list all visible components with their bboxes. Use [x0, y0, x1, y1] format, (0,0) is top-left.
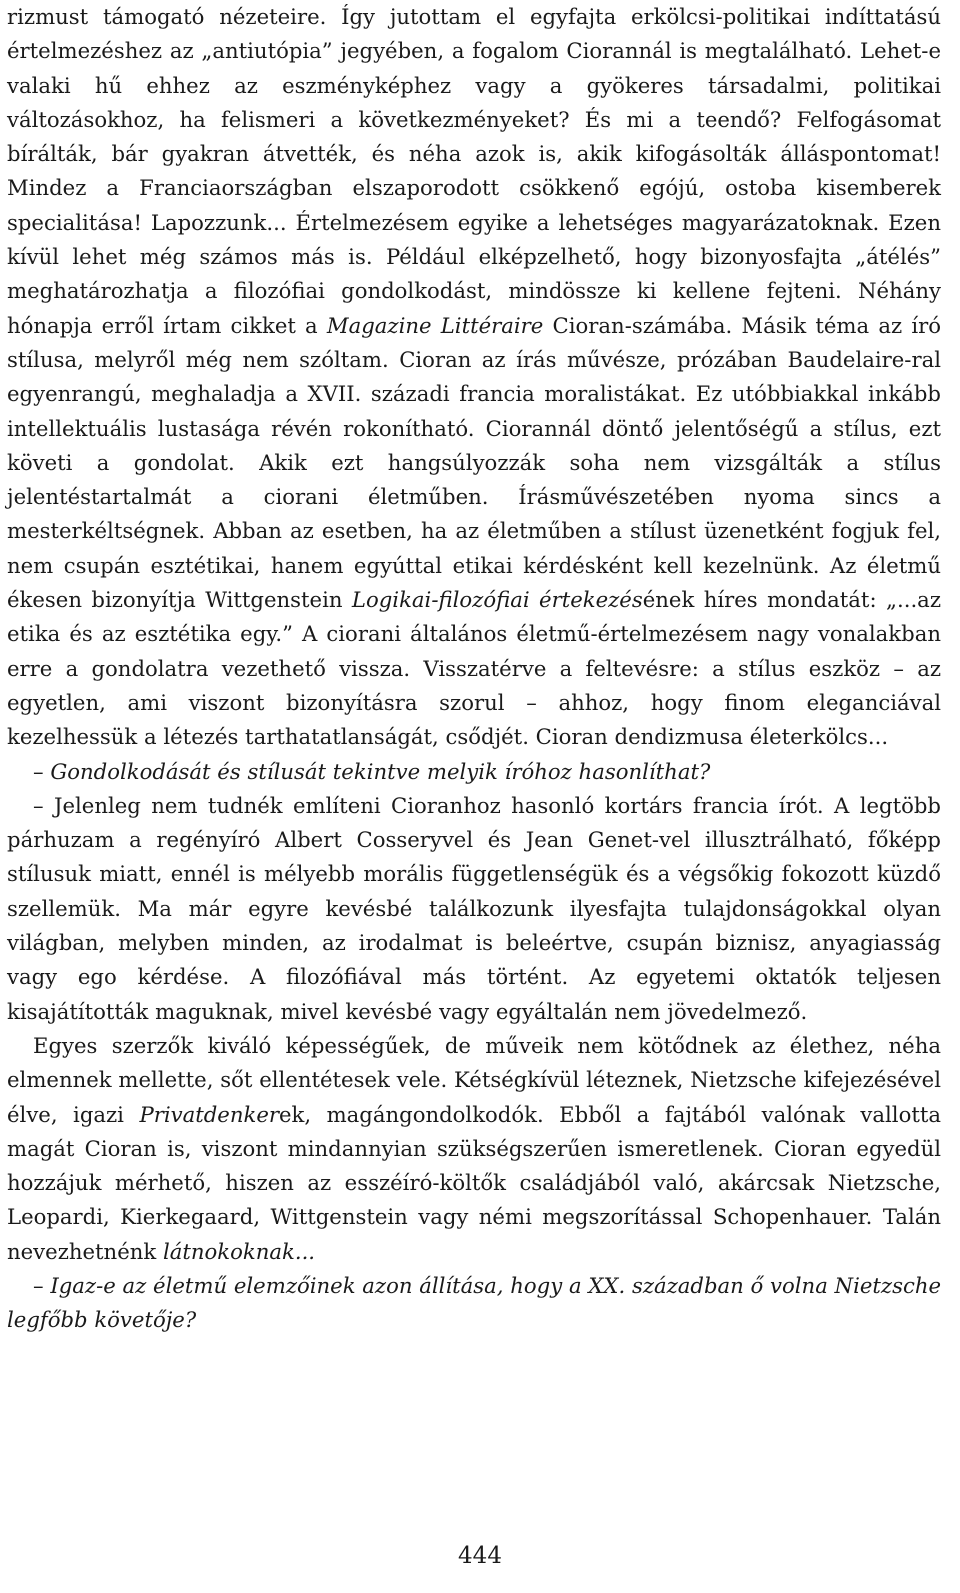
italic-term-latnokoknak: látnokoknak... [162, 1238, 316, 1264]
text-run: Cioran-számába. Másik téma az író stílusa, melyről még nem szóltam. Cioran az írás művésze, prózában Baudelaire-ral egyenrangú, meghaladja a XVII. századi francia moralistákat. Ez utóbbiakkal inkább intellektuális lustasága révén rokonítható. Ciorannál döntő jelentőségű a stílus, ezt követi a gondolat. Akik ezt hangsúlyozzák soha nem vizsgálták a stílus jelentéstartalmát a ciorani életműben. Írásművészetében nyoma sincs a mesterkéltségnek. Abban az esetben, ha az életműben a stílust üzenetként fogjuk fel, nem csupán esztétikai, hanem egyúttal etikai kérdésként kell kezelnünk. Az életmű ékesen bizonyítja Wittgenstein [7, 312, 942, 613]
text-run: Egyes szerzők kiváló képességűek, de műveik nem kötődnek az élethez, néha elmennek mellette, sőt ellentétesek vele. Kétségkívül léteznek, Nietzsche kifejezésével élve, igazi [7, 1032, 941, 1127]
question-text: Gondolkodását és stílusát tekintve melyik íróhoz hasonlíthat? [50, 758, 711, 784]
answer-paragraph-2 [7, 1029, 941, 1269]
question-dash: – [33, 758, 51, 784]
interview-question-2 [7, 1269, 941, 1338]
interview-question-1 [7, 755, 941, 789]
text-run: ének híres mondatát: „...az etika és az esztétika egy.” A ciorani általános életmű-értelmezésem nagy vonalakban erre a gondolatra vezethető vissza. Visszatérve a feltevésre: a stílus eszköz – az egyetlen, ami viszont bizonyításra szorul – ahhoz, hogy finom eleganciával kezelhessük a létezés tarthatatlanságát, csődjét. Cioran dendizmusa életerkölcs... [7, 587, 941, 750]
text-run: ek, magángondolkodók. Ebből a fajtából valónak vallotta magát Cioran is, viszont mindannyian szükségszerűen ismeretlenek. Cioran egyedül hozzájuk mérhető, hiszen az esszéíró-költők családjából való, akárcsak Nietzsche, Leopardi, Kierkegaard, Wittgenstein vagy némi megszorítással Schopenhauer. Talán nevezhetnénk [7, 1101, 941, 1264]
italic-title-wittgenstein: Logikai-filozófiai értekezés [351, 587, 643, 613]
italic-term-privatdenker: Privatdenker [139, 1101, 279, 1127]
question-dash: – [33, 1272, 51, 1298]
text-run: – Jelenleg nem tudnék említeni Cioranhoz hasonló kortárs francia írót. A legtöbb párhuzam a regényíró Albert Cosseryvel és Jean Genet-vel illusztrálható, főképp stílusuk miatt, ennél is mélyebb morális függetlenségük és a végsőkig fokozott küzdő szellemük. Ma már egyre kevésbé találkozunk ilyesfajta tulajdonságokkal olyan világban, melyben minden, az irodalmat is beleértve, csupán biznisz, anyagiasság vagy ego kérdése. A filozófiával más történt. Az egyetemi oktatók teljesen kisajátították maguknak, mivel kevésbé vagy egyáltalán nem jövedelmező. [7, 792, 941, 1024]
page-body [7, 0, 941, 1338]
text-run: rizmust támogató nézeteire. Így jutottam el egyfajta erkölcsi-politikai indíttatású értelmezéshez az „antiutópia” jegyében, a fogalom Ciorannál is megtalálható. Lehet-e valaki hű ehhez az eszményképhez vagy a gyökeres társadalmi, politikai változásokhoz, ha felismeri a következményeket? És mi a teendő? Felfogásomat bírálták, bár gyakran átvették, és néha azok is, akik kifogásolták álláspontomat! Mindez a Franciaországban elszaporodott csökkenő egójú, ostoba kisemberek specialitása! Lapozzunk... Értelmezésem egyike a lehetséges magyarázatoknak. Ezen kívül lehet még számos más is. Például elképzelhető, hogy bizonyosfajta „átélés” meghatározhatja a filozófiai gondolkodást, mindössze ki kellene fejteni. Néhány hónapja erről írtam cikket a [7, 4, 941, 338]
italic-title-magazine: Magazine Littéraire [326, 312, 544, 338]
paragraph-1 [7, 0, 941, 755]
page-number: 444 [458, 1543, 502, 1569]
answer-paragraph-1 [7, 789, 941, 1029]
question-text: Igaz-e az életmű elemzőinek azon állítása, hogy a XX. században ő volna Nietzsche legfőbb követője? [7, 1272, 942, 1333]
